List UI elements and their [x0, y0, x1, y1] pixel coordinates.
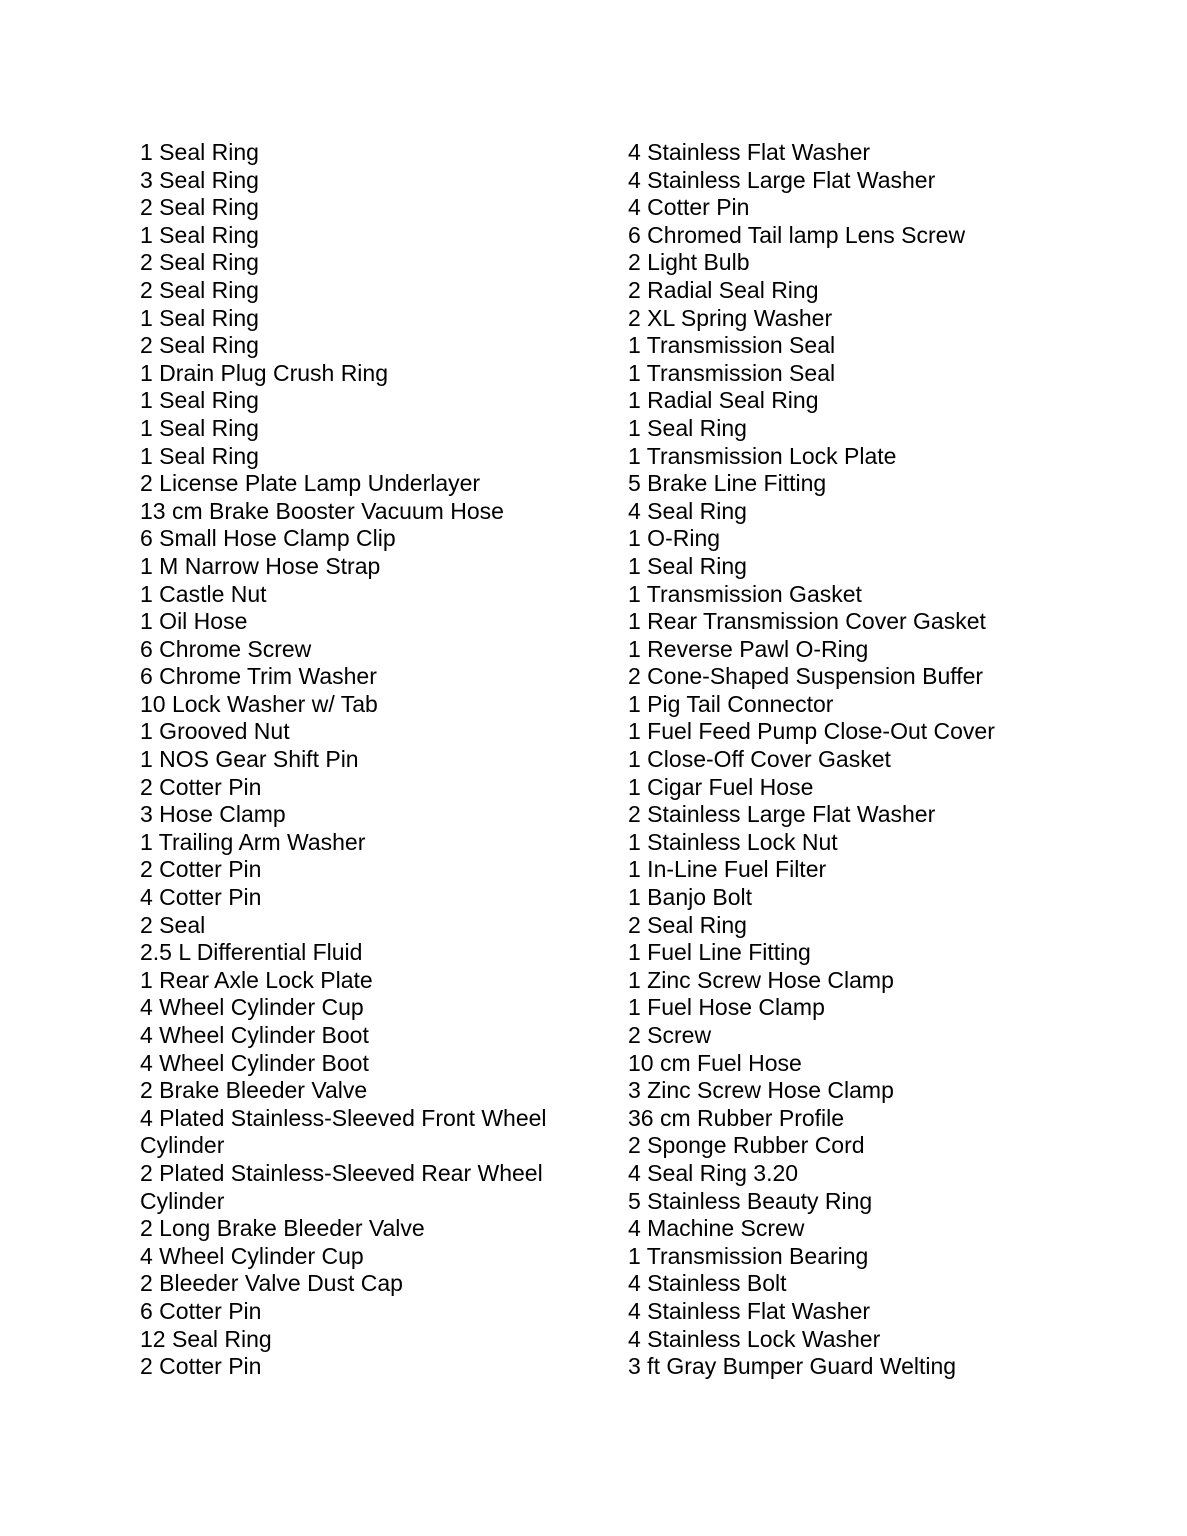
parts-list-item: 4 Stainless Flat Washer — [628, 1297, 871, 1324]
parts-list-item: 1 Pig Tail Connector — [628, 690, 834, 717]
parts-list-item: 1 Fuel Line Fitting — [628, 939, 811, 966]
parts-list-item: 1 Transmission Lock Plate — [628, 442, 897, 469]
parts-list-item: 2 Cotter Pin — [140, 773, 262, 800]
parts-list-item: 12 Seal Ring — [140, 1325, 272, 1352]
parts-list-item: 1 Transmission Bearing — [628, 1242, 869, 1269]
parts-list-item: 2 Stainless Large Flat Washer — [628, 801, 936, 828]
parts-list-item: 1 O-Ring — [628, 525, 721, 552]
parts-list-item: 1 Seal Ring — [140, 414, 259, 441]
parts-list-item: 1 In-Line Fuel Filter — [628, 856, 827, 883]
parts-list-item: 2 Cotter Pin — [140, 1353, 262, 1380]
parts-list-item: 2 Seal Ring — [628, 911, 747, 938]
parts-list-item: 3 Zinc Screw Hose Clamp — [628, 1077, 894, 1104]
parts-list-item: 1 Castle Nut — [140, 580, 267, 607]
parts-list-item: 2.5 L Differential Fluid — [140, 939, 363, 966]
parts-list-item: 1 NOS Gear Shift Pin — [140, 746, 359, 773]
parts-list-item: 6 Small Hose Clamp Clip — [140, 525, 396, 552]
parts-list-item: 4 Cotter Pin — [628, 194, 750, 221]
parts-list-right-column — [628, 139, 1048, 1381]
parts-list-item: 2 Seal Ring — [140, 249, 259, 276]
parts-list-item: 1 Seal Ring — [140, 139, 259, 165]
parts-list-item: 2 Radial Seal Ring — [628, 276, 819, 303]
parts-list-item: 1 M Narrow Hose Strap — [140, 552, 381, 579]
parts-list-item: 2 Seal Ring — [140, 276, 259, 303]
parts-list-item: 2 Long Brake Bleeder Valve — [140, 1215, 425, 1242]
parts-list-item: 5 Brake Line Fitting — [628, 470, 827, 497]
parts-list-item: 4 Wheel Cylinder Cup — [140, 994, 364, 1021]
parts-list-item: 2 Seal Ring — [140, 332, 259, 359]
parts-list-item: 1 Seal Ring — [140, 442, 259, 469]
parts-list-item: 2 Seal — [140, 911, 206, 938]
parts-list-item: 1 Oil Hose — [140, 608, 248, 635]
parts-list-item: 6 Chromed Tail lamp Lens Screw — [628, 221, 966, 248]
parts-list-item: 4 Stainless Flat Washer — [628, 139, 871, 165]
parts-list-item: 1 Transmission Seal — [628, 359, 836, 386]
parts-list-item: 3 Hose Clamp — [140, 801, 286, 828]
parts-list-item: 1 Rear Transmission Cover Gasket — [628, 608, 986, 635]
parts-list-item: 1 Reverse Pawl O-Ring — [628, 635, 869, 662]
parts-list-item: 2 Seal Ring — [140, 194, 259, 221]
parts-list-item: 4 Stainless Bolt — [628, 1270, 787, 1297]
parts-list-item: 1 Trailing Arm Washer — [140, 828, 366, 855]
parts-list-item: 4 Wheel Cylinder Boot — [140, 1022, 369, 1048]
parts-list-item: 1 Zinc Screw Hose Clamp — [628, 966, 894, 993]
parts-list-item: 6 Cotter Pin — [140, 1297, 262, 1324]
parts-list-item: 4 Wheel Cylinder Cup — [140, 1242, 364, 1269]
parts-list-item: 2 Bleeder Valve Dust Cap — [140, 1270, 403, 1297]
parts-list-item: 1 Close-Off Cover Gasket — [628, 746, 891, 773]
parts-list-left-column — [140, 139, 570, 1381]
parts-list-item: 1 Cigar Fuel Hose — [628, 773, 814, 800]
parts-list-item: 10 cm Fuel Hose — [628, 1049, 802, 1076]
parts-list-item: 36 cm Rubber Profile — [628, 1104, 845, 1131]
parts-list-item: 1 Seal Ring — [140, 387, 259, 414]
parts-list-item: 4 Machine Screw — [628, 1215, 805, 1242]
parts-list-item: 1 Seal Ring — [140, 221, 259, 248]
parts-list-item: 2 Plated Stainless-Sleeved Rear Wheel Cylinder — [140, 1159, 543, 1214]
parts-list-item: 2 XL Spring Washer — [628, 304, 833, 331]
parts-list-item: 1 Transmission Seal — [628, 332, 836, 359]
parts-list-item: 2 Screw — [628, 1022, 712, 1048]
parts-list-item: 3 Seal Ring — [140, 166, 259, 193]
parts-list-item: 4 Wheel Cylinder Boot — [140, 1049, 369, 1076]
parts-list-item: 13 cm Brake Booster Vacuum Hose — [140, 497, 504, 524]
parts-list-item: 6 Chrome Screw — [140, 635, 312, 662]
parts-list-item: 6 Chrome Trim Washer — [140, 663, 377, 690]
parts-list-item: 1 Stainless Lock Nut — [628, 828, 838, 855]
parts-list-item: 4 Stainless Lock Washer — [628, 1325, 881, 1352]
parts-list-item: 1 Transmission Gasket — [628, 580, 862, 607]
parts-list-item: 3 ft Gray Bumper Guard Welting — [628, 1353, 957, 1380]
parts-list-item: 5 Stainless Beauty Ring — [628, 1187, 873, 1214]
parts-list-item: 1 Seal Ring — [628, 552, 747, 579]
parts-list-item: 1 Radial Seal Ring — [628, 387, 819, 414]
parts-list-item: 1 Fuel Feed Pump Close-Out Cover — [628, 718, 995, 745]
parts-list-item: 4 Seal Ring — [628, 497, 747, 524]
parts-list-item: 1 Seal Ring — [628, 414, 747, 441]
parts-list-item: 4 Stainless Large Flat Washer — [628, 166, 936, 193]
parts-list-item: 2 Light Bulb — [628, 249, 750, 276]
parts-list-item: 2 Cone-Shaped Suspension Buffer — [628, 663, 984, 690]
parts-list-item: 1 Rear Axle Lock Plate — [140, 966, 373, 993]
parts-list-item: 10 Lock Washer w/ Tab — [140, 690, 378, 717]
parts-list-item: 1 Seal Ring — [140, 304, 259, 331]
parts-list-item: 1 Grooved Nut — [140, 718, 290, 745]
parts-list-item: 1 Fuel Hose Clamp — [628, 994, 825, 1021]
parts-list-item: 4 Plated Stainless-Sleeved Front Wheel Cylinder — [140, 1104, 547, 1159]
parts-list-item: 4 Seal Ring 3.20 — [628, 1159, 799, 1186]
parts-list-item: 2 Cotter Pin — [140, 856, 262, 883]
parts-list-item: 2 Sponge Rubber Cord — [628, 1132, 865, 1159]
parts-list-item: 2 Brake Bleeder Valve — [140, 1077, 368, 1104]
parts-list-item: 2 License Plate Lamp Underlayer — [140, 470, 481, 497]
parts-list-item: 1 Drain Plug Crush Ring — [140, 359, 389, 386]
parts-list-item: 1 Banjo Bolt — [628, 884, 753, 911]
parts-list-item: 4 Cotter Pin — [140, 884, 262, 911]
